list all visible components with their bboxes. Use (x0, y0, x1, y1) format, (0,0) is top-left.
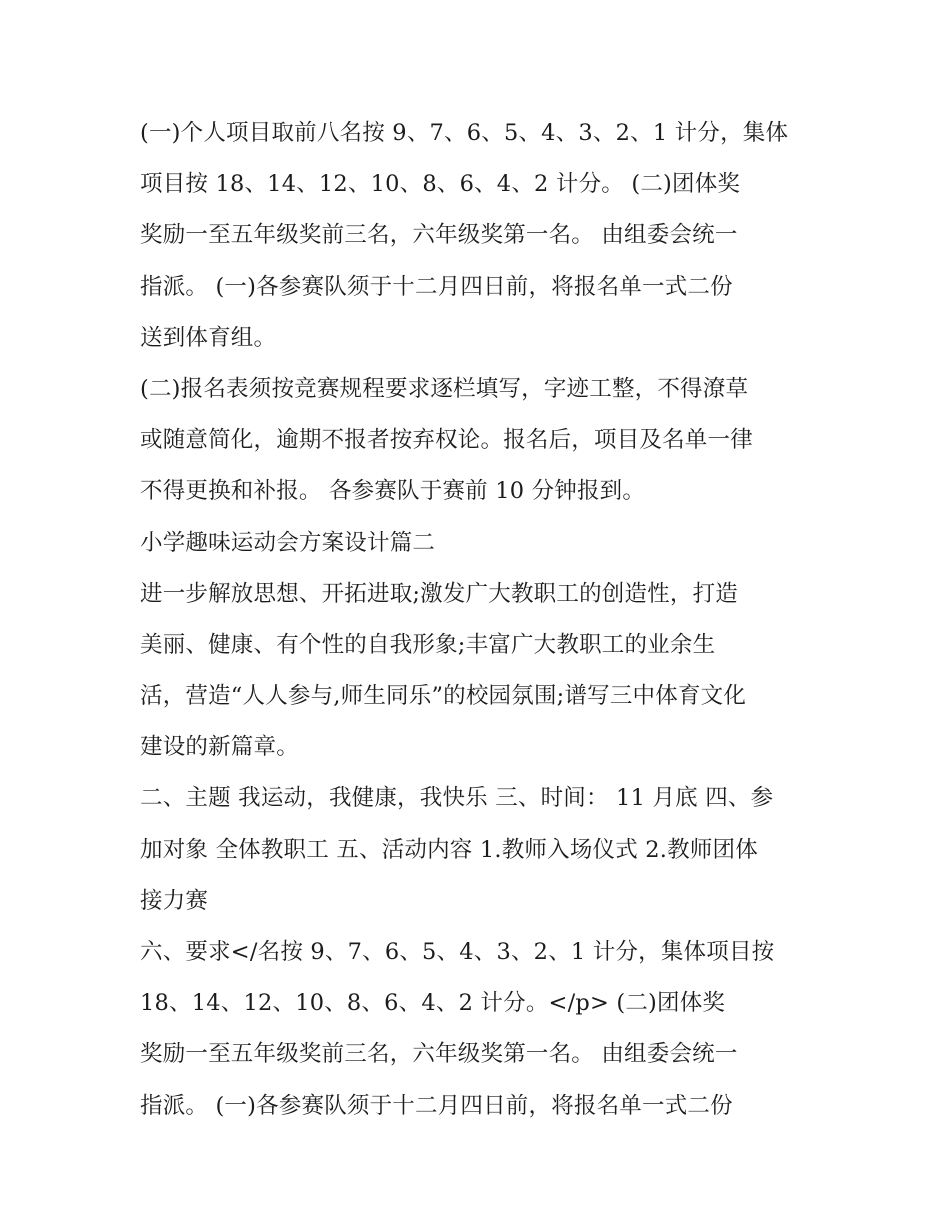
text-line: 加对象 全体教职工 五、活动内容 1.教师入场仪式 2.教师团体 (140, 836, 758, 863)
text-line: 进一步解放思想、开拓进取;激发广大教职工的创造性，打造 (140, 580, 738, 607)
text-line: 不得更换和补报。 各参赛队于赛前 10 分钟报到。 (140, 478, 646, 505)
text-line: (二)报名表须按竞赛规程要求逐栏填写，字迹工整，不得潦草 (140, 375, 749, 402)
text-line: 项目按 18、14、12、10、8、6、4、2 计分。 (二)团体奖 (140, 171, 741, 198)
text-line: 指派。 (一)各参赛队须于十二月四日前，将报名单一式二份 (140, 273, 733, 300)
text-line: 二、主题 我运动，我健康，我快乐 三、时间： 11 月底 四、参 (140, 785, 774, 812)
text-line: (一)个人项目取前八名按 9、7、6、5、4、3、2、1 计分，集体 (140, 120, 789, 146)
text-line: 指派。 (一)各参赛队须于十二月四日前，将报名单一式二份 (140, 1092, 733, 1119)
section-heading: 小学趣味运动会方案设计篇二 (140, 529, 436, 556)
text-line: 六、要求</名按 9、7、6、5、4、3、2、1 计分，集体项目按 (140, 939, 775, 965)
text-line: 奖励一至五年级奖前三名，六年级奖第一名。 由组委会统一 (140, 222, 738, 249)
text-line: 送到体育组。 (140, 324, 277, 351)
document-body (140, 108, 830, 1132)
text-line: 或随意简化，逾期不报者按弃权论。报名后，项目及名单一律 (140, 427, 753, 454)
text-line: 接力赛 (140, 887, 209, 914)
text-line: 奖励一至五年级奖前三名，六年级奖第一名。 由组委会统一 (140, 1041, 738, 1068)
text-line: 18、14、12、10、8、6、4、2 计分。</p> (二)团体奖 (140, 990, 726, 1017)
text-line: 美丽、健康、有个性的自我形象;丰富广大教职工的业余生 (140, 631, 716, 658)
text-line: 建设的新篇章。 (140, 734, 299, 761)
text-line: 活，营造“人人参与,师生同乐”的校园氛围;谱写三中体育文化 (140, 683, 747, 710)
